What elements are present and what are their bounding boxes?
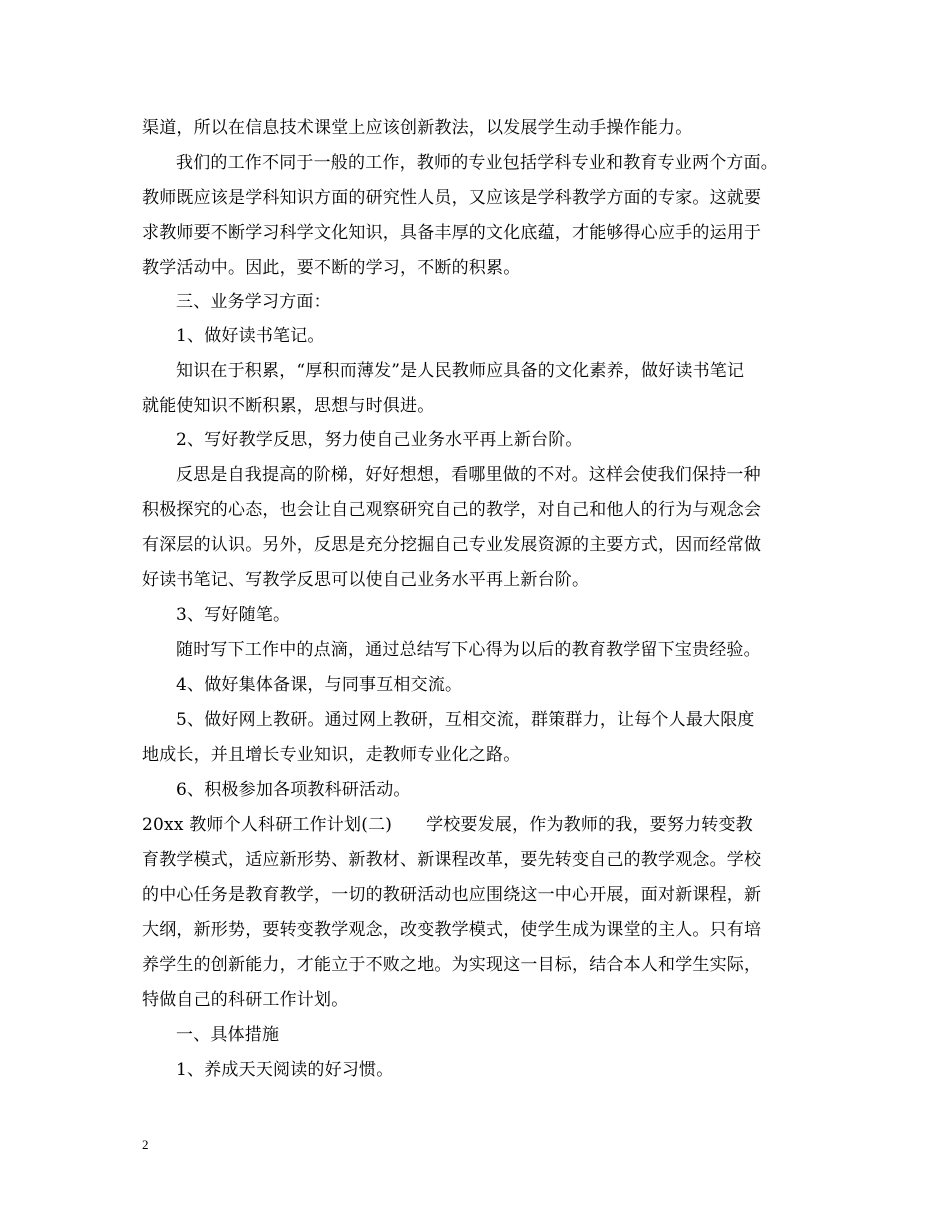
list-item-heading: 6、积极参加各项教科研活动。 xyxy=(176,780,411,800)
text-line: 求教师要不断学习科学文化知识，具备丰厚的文化底蕴，才能够得心应手的运用于 xyxy=(142,223,762,243)
document-title: 20xx 教师个人科研工作计划(二) xyxy=(142,815,393,835)
text-line: 渠道，所以在信息技术课堂上应该创新教法，以发展学生动手操作能力。 xyxy=(142,118,693,138)
text-line: 教师既应该是学科知识方面的研究性人员，又应该是学科教学方面的专家。这就要 xyxy=(142,188,762,208)
text-line: 地成长，并且增长专业知识，走教师专业化之路。 xyxy=(142,745,521,765)
text-line: 有深层的认识。另外，反思是充分挖掘自己专业发展资源的主要方式，因而经常做 xyxy=(142,535,762,555)
text-line: 的中心任务是教育教学，一切的教研活动也应围绕这一中心开展，面对新课程，新 xyxy=(142,885,762,905)
page-number: 2 xyxy=(142,1137,149,1152)
text-line: 特做自己的科研工作计划。 xyxy=(142,990,349,1010)
text-line: 养学生的创新能力，才能立于不败之地。为实现这一目标，结合本人和学生实际， xyxy=(142,955,762,975)
text-line: 我们的工作不同于一般的工作，教师的专业包括学科专业和教育专业两个方面。 xyxy=(176,153,778,173)
text-line: 大纲，新形势，要转变教学观念，改变教学模式，使学生成为课堂的主人。只有培 xyxy=(142,920,762,940)
text-line: 反思是自我提高的阶梯，好好想想，看哪里做的不对。这样会使我们保持一种 xyxy=(176,465,761,485)
text-run: 学校要发展，作为教师的我，要努力转变教 xyxy=(426,815,753,835)
text-line: 积极探究的心态，也会让自己观察研究自己的教学，对自己和他人的行为与观念会 xyxy=(142,500,762,520)
section-heading: 一、具体措施 xyxy=(176,1025,280,1045)
text-line xyxy=(142,815,753,835)
text-line: 随时写下工作中的点滴，通过总结写下心得为以后的教育教学留下宝贵经验。 xyxy=(176,640,761,660)
section-heading: 三、业务学习方面： xyxy=(176,292,331,312)
list-item-heading: 5、做好网上教研。通过网上教研，互相交流，群策群力，让每个人最大限度 xyxy=(176,710,755,730)
text-line: 好读书笔记、写教学反思可以使自己业务水平再上新台阶。 xyxy=(142,570,590,590)
text-line: 教学活动中。因此，要不断的学习，不断的积累。 xyxy=(142,258,521,278)
list-item-heading: 1、养成天天阅读的好习惯。 xyxy=(176,1060,394,1080)
list-item-heading: 1、做好读书笔记。 xyxy=(176,326,325,346)
list-item-heading: 4、做好集体备课，与同事互相交流。 xyxy=(176,675,463,695)
text-line: 知识在于积累，“厚积而薄发”是人民教师应具备的文化素养，做好读书笔记 xyxy=(176,361,745,381)
text-line: 就能使知识不断积累，思想与时俱进。 xyxy=(142,396,435,416)
text-line: 育教学模式，适应新形势、新教材、新课程改革，要先转变自己的教学观念。学校 xyxy=(142,850,762,870)
list-item-heading: 3、写好随笔。 xyxy=(176,605,291,625)
list-item-heading: 2、写好教学反思，努力使自己业务水平再上新台阶。 xyxy=(176,430,583,450)
